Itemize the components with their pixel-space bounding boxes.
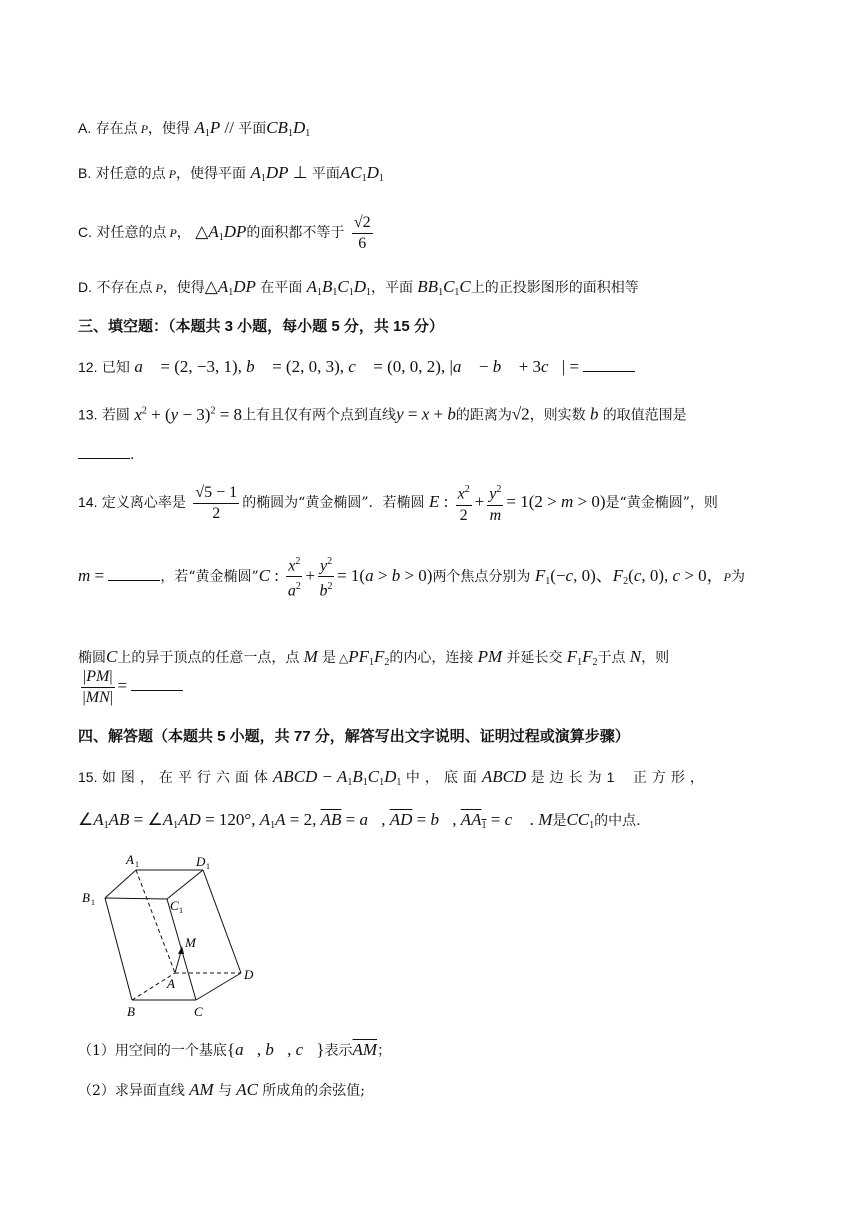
q13-text3: 的距离为 (455, 407, 512, 424)
q13-answer-blank[interactable] (78, 444, 130, 459)
q13-text5: 的取值范围是 (602, 407, 687, 424)
svg-text:1: 1 (91, 898, 95, 907)
q14-text3: 是“黄金椭圆”，则 (605, 495, 718, 511)
sqrt2-over-6: $\frac{√2}{6}$ (353, 213, 371, 252)
option-c: C. 对任意的点 P， $\triangle A_1DP$的面积都不等于 $\frac{√2}{6}$ (78, 213, 371, 252)
q15-text4: 正方形， (632, 770, 709, 786)
label-m: M (185, 935, 196, 950)
q12-text: 已知 (101, 360, 130, 376)
option-c-text2: ， (176, 225, 191, 241)
option-d-text1: 不存在点 (96, 280, 153, 296)
question-15-line1: 15. 如图，在平行六面体ABCD − $A_1B_1C_1D_1$ 中，底面ABCD 是边长为1 正方形， (78, 767, 709, 788)
q13-text2: 上有且仅有两个点到直线 (242, 407, 397, 424)
option-b-text1: 对任意的点 (95, 166, 166, 182)
option-b-text2: ，使得平面 (176, 166, 247, 182)
option-c-text1: 对任意的点 (96, 225, 167, 241)
option-b-label: B. (78, 165, 92, 181)
q15-text1: 如图，在平行六面体 (101, 770, 273, 786)
q13-answer-line: . (78, 444, 134, 465)
section-3-title: 三、填空题：（本题共 3 小题，每小题 5 分，共 15 分） (78, 318, 444, 335)
q15-sub2c-text: 所成角的余弦值; (262, 1083, 365, 1099)
q12-answer-blank[interactable] (583, 357, 635, 372)
option-d-text4: ，平面 (371, 280, 414, 296)
option-a: A. 存在点 P，使得 $A_1P$ // 平面$CB_1D_1$ (78, 118, 311, 139)
option-d-label: D. (78, 279, 92, 295)
svg-text:1: 1 (206, 862, 210, 871)
q14-answer-blank-1[interactable] (108, 566, 160, 581)
q14-text5: 两个焦点分别为 (432, 568, 531, 585)
q14-text11: 并延长交 (506, 650, 563, 666)
q14-text4: ，若“黄金椭圆” (160, 568, 259, 585)
question-14-line4: $\frac{|PM|}{|MN|}$ = (78, 664, 183, 709)
q15-subquestion-2: （2）求异面直线 AM 与 AC 所成角的余弦值; (78, 1080, 365, 1099)
option-a-text3: 平面 (238, 121, 267, 137)
q13-text4: ，则实数 (529, 407, 586, 424)
section-4-title: 四、解答题（本题共 5 小题，共 77 分，解答写出文字说明、证明过程或演算步骤） (78, 728, 630, 745)
q15-text5: 是 (552, 813, 567, 829)
q13-number: 13. (78, 406, 98, 423)
svg-text:1: 1 (135, 860, 139, 869)
q15-text2: 中，底面 (405, 770, 482, 786)
q14-text9: 是 (322, 650, 337, 666)
q14-text2: 的椭圆为“黄金椭圆”．若椭圆 (242, 495, 425, 511)
q15-text6: 的中点. (594, 813, 641, 829)
label-c1: C (170, 898, 179, 913)
q14-text12: 于点 (597, 650, 626, 666)
q15-sub2b-text: 与 (217, 1083, 232, 1099)
option-c-text3: 的面积都不等于 (246, 225, 345, 241)
question-15-line2: $\angle A_1AB$ = $\angle A_1AD = 120^\circ$, $A_1A = 2$, $\overline{AB}$ = a⃗, $\overline{AD}$ = b⃗, $AA_1$ = c⃗ . M是$CC_1$的中点. (78, 810, 641, 831)
question-14-line1: 14. 定义离心率是 $\frac{√5 - 1}{2}$ 的椭圆为“黄金椭圆”．若椭圆 E : $\frac{x^2}{2}$ + $\frac{y^2}{m}$ = 1(2 > m > 0)是“黄金椭圆”，则 (78, 480, 718, 526)
question-13: 13. 若圆 $x^2 + (y - 3)^2 = 8$上有且仅有两个点到直线y = x + b的距离为√2，则实数 b 的取值范围是 (78, 404, 687, 424)
option-a-label: A. (78, 120, 92, 136)
option-c-label: C. (78, 224, 92, 240)
option-d-text2: ，使得 (162, 280, 205, 296)
question-14-line3: 椭圆C上的异于顶点的任意一点，点 M 是 $\triangle PF_1F_2$的内心，连接 PM 并延长交 $F_1F_2$于点 N，则 (78, 647, 670, 668)
question-12: 12. 已知 a⃗ = (2, −3, 1), b⃗ = (2, 0, 3), c⃗ = (0, 0, 2), |a⃗ − b⃗ + 3c⃗| = (78, 357, 635, 378)
label-d: D (244, 967, 254, 982)
svg-text:1: 1 (179, 906, 183, 915)
q15-text3: 是边长为 (530, 770, 607, 786)
q15-side-length: 1 (606, 769, 615, 785)
q14-text10: 的内心，连接 (389, 650, 474, 666)
label-a: A (167, 976, 175, 991)
q15-number: 15. (78, 769, 98, 785)
option-d: D. 不存在点 P，使得$\triangle A_1DP$ 在平面 $A_1B_1C_1D_1$，平面 $BB_1C_1C$上的正投影图形的面积相等 (78, 277, 639, 298)
option-b: B. 对任意的点 P，使得平面 $A_1DP$ ⊥ 平面$AC_1D_1$ (78, 163, 384, 184)
label-b1: B (82, 890, 90, 905)
q14-answer-blank-2[interactable] (131, 676, 183, 691)
q13-text1: 若圆 (101, 407, 130, 424)
question-14-line2: m = ，若“黄金椭圆”C : $\frac{x^2}{a^2}$ + $\frac{y^2}{b^2}$ = 1(a > b > 0)两个焦点分别为 $F_1(-c$, 0)、$F_2(c$, 0), c > 0，P为 (78, 552, 745, 604)
q15-sub1b-text: 表示 (324, 1043, 353, 1059)
q14-text1: 定义离心率是 (101, 495, 186, 511)
parallelepiped-figure (72, 848, 272, 1028)
option-a-text1: 存在点 (95, 121, 138, 137)
q12-number: 12. (78, 359, 98, 375)
q15-sub2-text: （2）求异面直线 (78, 1083, 185, 1099)
option-b-text3: 平面 (311, 166, 340, 182)
label-b: B (127, 1004, 135, 1019)
q14-text13: ，则 (641, 650, 670, 666)
option-d-text3: 在平面 (260, 280, 303, 296)
label-d1: D (196, 854, 206, 869)
label-a1: A (126, 852, 134, 867)
q15-sub1-text: （1）用空间的一个基底 (78, 1043, 227, 1059)
label-c: C (194, 1004, 203, 1019)
q14-text8: 上的异于顶点的任意一点，点 (117, 650, 300, 666)
option-a-text2: ，使得 (148, 121, 191, 137)
q14-text6: 为 (731, 568, 746, 585)
q14-number: 14. (78, 494, 98, 510)
q14-text7: 椭圆 (78, 650, 106, 666)
q15-subquestion-1: （1）用空间的一个基底{a⃗, b⃗, c⃗}表示$\overline{AM}$； (78, 1040, 392, 1059)
option-d-text5: 上的正投影图形的面积相等 (470, 280, 639, 296)
